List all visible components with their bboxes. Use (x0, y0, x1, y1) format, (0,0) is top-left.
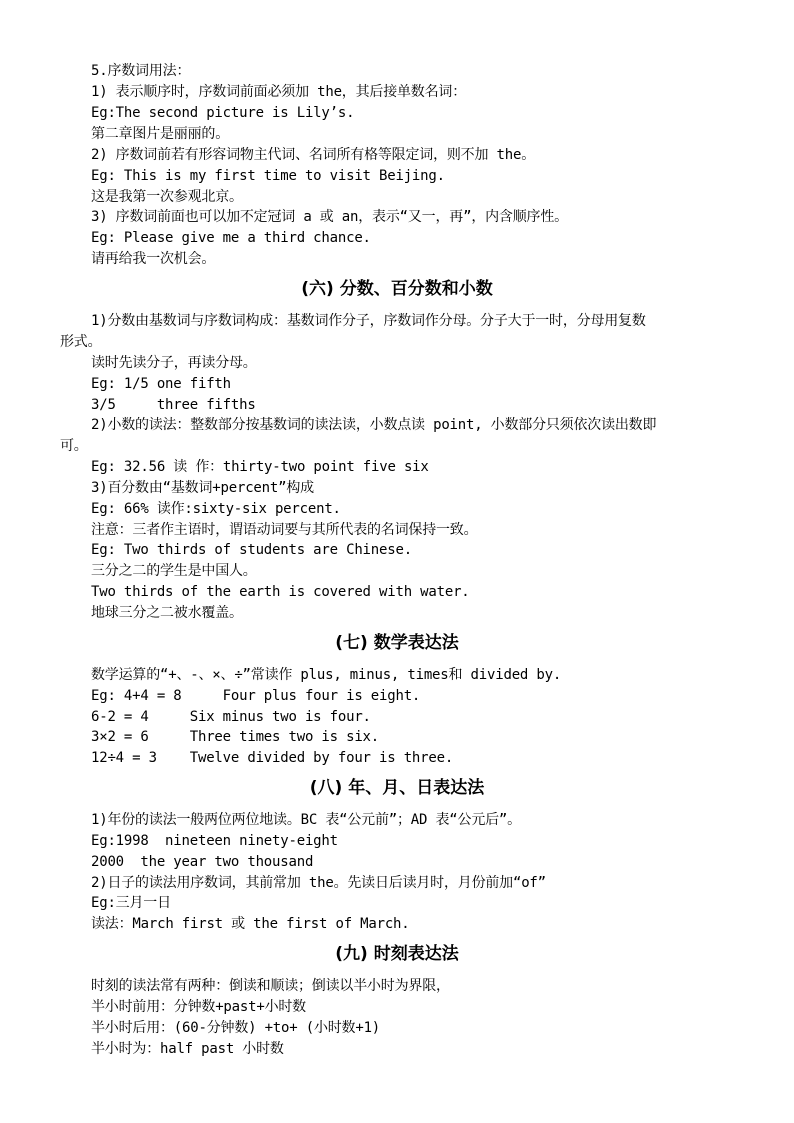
section-heading-8: (八) 年、月、日表达法 (309, 778, 485, 798)
section-heading-6: (六) 分数、百分数和小数 (301, 279, 493, 299)
text-line: 这是我第一次参观北京。 (91, 189, 243, 205)
text-line: Eg: Two thirds of students are Chinese. (91, 542, 412, 558)
text-line: 5.序数词用法： (91, 63, 191, 79)
text-line: 半小时为：half past 小时数 (91, 1041, 284, 1057)
text-line: Eg: 1/5 one fifth (91, 376, 231, 392)
text-line: 1) 表示顺序时，序数词前面必须加 the，其后接单数名词： (91, 84, 466, 100)
text-line: Eg:1998 nineteen ninety-eight (91, 833, 338, 849)
text-line: 时刻的读法常有两种：倒读和顺读；倒读以半小时为界限， (91, 978, 450, 994)
text-line: Eg: 4+4 = 8 Four plus four is eight. (91, 688, 421, 704)
text-line: Eg: 32.56 读 作：thirty-two point five six (91, 459, 429, 475)
text-line: 2) 序数词前若有形容词物主代词、名词所有格等限定词，则不加 the。 (91, 147, 535, 163)
text-line: 形式。 (60, 334, 102, 350)
text-line: Two thirds of the earth is covered with water. (91, 584, 470, 600)
text-line: Eg:三月一日 (91, 895, 171, 911)
text-line: 半小时后用：(60-分钟数) +to+ (小时数+1) (91, 1020, 381, 1036)
text-line: 第二章图片是丽丽的。 (91, 126, 229, 142)
text-line: 2)日子的读法用序数词，其前常加 the。先读日后读月时，月份前加“of” (91, 875, 546, 891)
text-line: 注意：三者作主语时，谓语动词要与其所代表的名词保持一致。 (91, 522, 478, 538)
text-line: 3×2 = 6 Three times two is six. (91, 729, 380, 745)
text-line: 数学运算的“+、-、×、÷”常读作 plus, minus, times和 divided by. (91, 667, 562, 683)
text-line: 读法：March first 或 the first of March. (91, 916, 410, 932)
section-heading-9: (九) 时刻表达法 (335, 944, 459, 964)
text-line: Eg: 66% 读作:sixty-six percent. (91, 501, 341, 517)
text-line: 3/5 three fifths (91, 397, 256, 413)
text-line: 12÷4 = 3 Twelve divided by four is three. (91, 750, 454, 766)
text-line: 地球三分之二被水覆盖。 (91, 605, 243, 621)
text-line: Eg: Please give me a third chance. (91, 230, 371, 246)
text-line: 半小时前用：分钟数+past+小时数 (91, 999, 306, 1015)
text-line: 三分之二的学生是中国人。 (91, 563, 257, 579)
text-line: 1)分数由基数词与序数词构成：基数词作分子，序数词作分母。分子大于一时，分母用复数 (91, 313, 646, 329)
text-line: 2000 the year two thousand (91, 854, 314, 870)
text-line: 1)年份的读法一般两位两位地读。BC 表“公元前”；AD 表“公元后”。 (91, 812, 521, 828)
text-line: 请再给我一次机会。 (91, 251, 216, 267)
section-heading-7: (七) 数学表达法 (335, 633, 459, 653)
text-line: 6-2 = 4 Six minus two is four. (91, 709, 371, 725)
text-line: 2)小数的读法：整数部分按基数词的读法读，小数点读 point, 小数部分只须依次读出数即 (91, 417, 657, 433)
text-line: 3) 序数词前面也可以加不定冠词 a 或 an，表示“又一，再”，内含顺序性。 (91, 209, 568, 225)
text-line: 3)百分数由“基数词+percent”构成 (91, 480, 314, 496)
text-line: Eg: This is my first time to visit Beijing. (91, 168, 445, 184)
text-line: 读时先读分子，再读分母。 (91, 355, 257, 371)
text-line: 可。 (60, 438, 88, 454)
text-line: Eg:The second picture is Lily’s. (91, 105, 355, 121)
